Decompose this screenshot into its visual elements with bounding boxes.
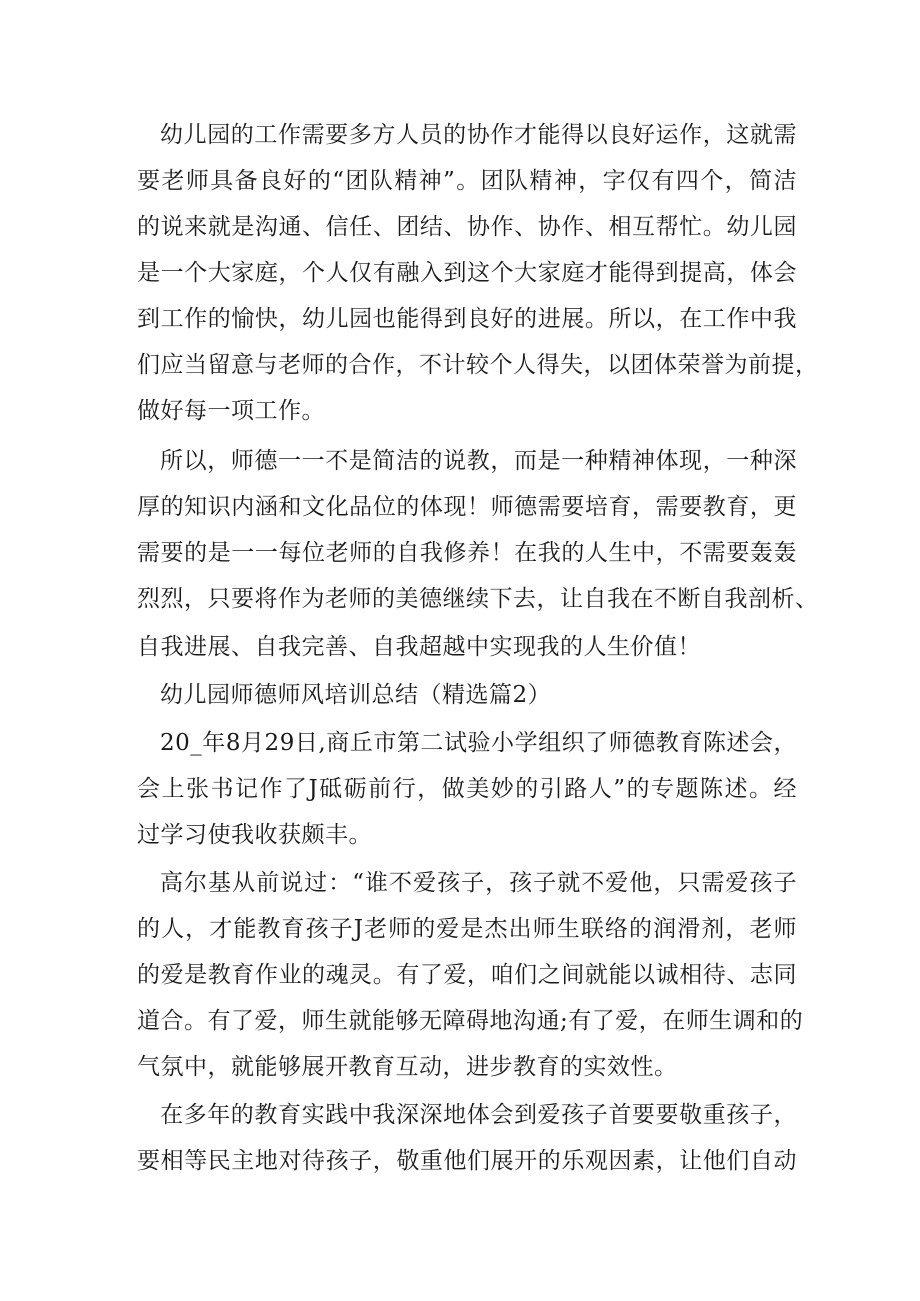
paragraph-1-line-5: 到工作的愉快，幼儿园也能得到良好的进展。所以，在工作中我 (137, 306, 797, 332)
paragraph-5-line-1: 在多年的教育实践中我深深地体会到爱孩子首要要敬重孩子， (160, 1102, 797, 1128)
section-heading: 幼儿园师德师风培训总结（精选篇2） (160, 682, 552, 708)
paragraph-1-line-7: 做好每一项工作。 (137, 398, 325, 424)
paragraph-1-line-3: 的说来就是沟通、信任、团结、协作、协作、相互帮忙。幼儿园 (137, 214, 797, 240)
paragraph-2-line-1: 所以，师德一一不是简洁的说教，而是一种精神体现，一种深 (160, 448, 797, 474)
paragraph-1-line-2: 要老师具备良好的“团队精神”。团队精神，字仅有四个，简洁 (137, 168, 797, 194)
paragraph-2-line-2: 厚的知识内涵和文化品位的体现！师德需要培育，需要教育，更 (137, 494, 797, 520)
paragraph-2-line-4: 烈烈，只要将作为老师的美德继续下去，让自我在不断自我剖析、 (137, 586, 819, 612)
paragraph-1-line-4: 是一个大家庭，个人仅有融入到这个大家庭才能得到提高，体会 (137, 260, 797, 286)
paragraph-3-line-3: 过学习使我收获颇丰。 (137, 822, 372, 848)
paragraph-3-line-1: 20_年8月29日,商丘市第二试验小学组织了师德教育陈述会， (160, 730, 797, 756)
paragraph-3-line-2: 会上张书记作了J砥砺前行，做美妙的引路人”的专题陈述。经 (137, 776, 797, 802)
paragraph-4-line-4: 道合。有了爱，师生就能够无障碍地沟通;有了爱，在师生调和的 (137, 1008, 804, 1034)
paragraph-2-line-3: 需要的是一一每位老师的自我修养！在我的人生中，不需要轰轰 (137, 540, 797, 566)
paragraph-4-line-5: 气氛中，就能够展开教育互动，进步教育的实效性。 (137, 1054, 678, 1080)
paragraph-4-line-3: 的爱是教育作业的魂灵。有了爱，咱们之间就能以诚相待、志同 (137, 962, 797, 988)
paragraph-2-line-5: 自我进展、自我完善、自我超越中实现我的人生价值！ (137, 634, 701, 660)
paragraph-5-line-2: 要相等民主地对待孩子，敬重他们展开的乐观因素，让他们自动 (137, 1148, 797, 1174)
paragraph-4-line-2: 的人，才能教育孩子J老师的爱是杰出师生联络的润滑剂，老师 (137, 916, 797, 942)
paragraph-4-line-1: 高尔基从前说过：“谁不爱孩子，孩子就不爱他，只需爱孩子 (160, 870, 797, 896)
paragraph-1-line-6: 们应当留意与老师的合作，不计较个人得失，以团体荣誉为前提， (137, 352, 819, 378)
paragraph-1-line-1: 幼儿园的工作需要多方人员的协作才能得以良好运作，这就需 (160, 122, 797, 148)
